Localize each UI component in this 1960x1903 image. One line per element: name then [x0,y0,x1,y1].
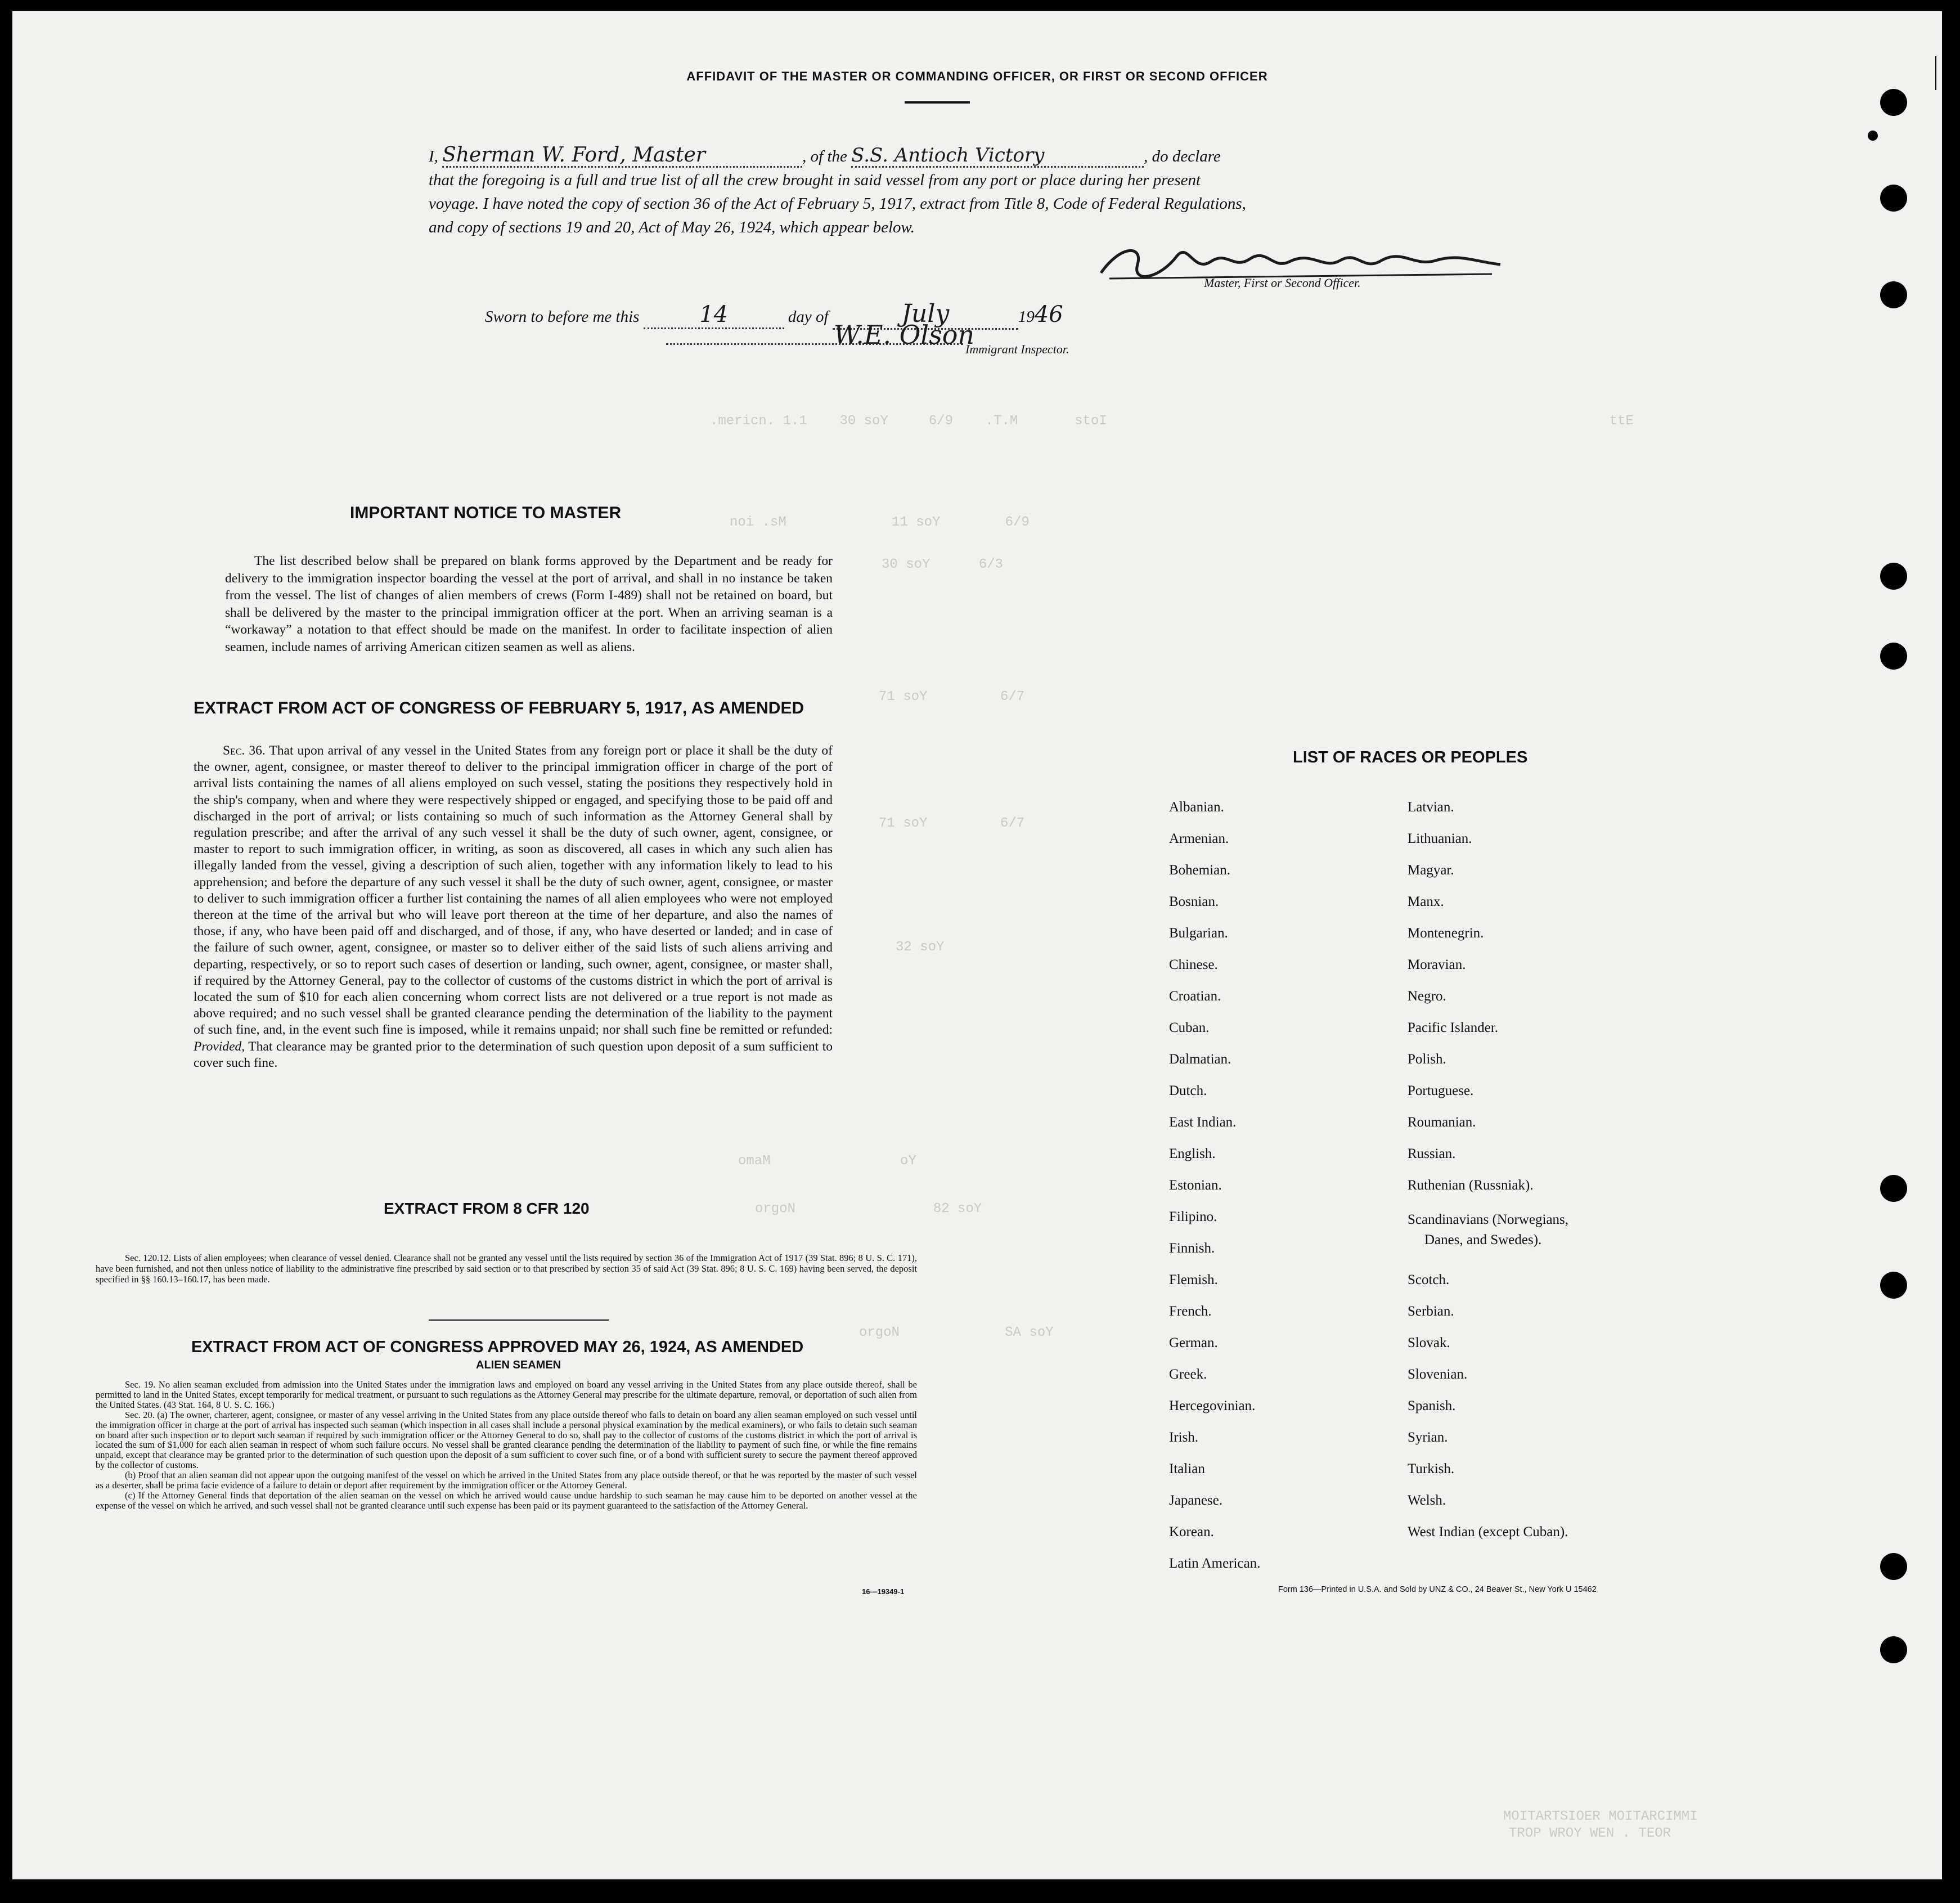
of-the-text: , of the [802,147,847,165]
race-item: Manx. [1408,894,1444,909]
race-item: Slovak. [1408,1335,1450,1350]
race-item: Lithuanian. [1408,831,1472,846]
race-item: Syrian. [1408,1430,1448,1445]
race-item: Danes, and Swedes). [1424,1232,1542,1247]
section-divider [429,1319,609,1321]
race-item: Italian [1169,1461,1205,1476]
notice-body: The list described below shall be prepared on blank forms approved by the Department and be ready for delivery to the immigration inspector boarding the vessel at the port of arrival, and shall in no instance be taken from the vessel. The list of changes of alien members of crews (Form I-489) shall not be retained on board, but shall be delivered by the master to the principal immigration officer at the port. When an arriving seaman is a “workaway” a notation to that effect should be made on the manifest. In order to facilitate inspection of alien seamen, include names of arriving American citizen seamen as well as aliens. [225,554,833,654]
race-item: Scotch. [1408,1272,1450,1287]
binder-hole [1880,89,1907,116]
alien-seamen-subtitle: ALIEN SEAMEN [476,1359,561,1371]
year-prefix: 19 [1018,308,1035,326]
binder-hole [1880,185,1907,212]
race-item: Japanese. [1169,1493,1223,1508]
race-item: Filipino. [1169,1209,1217,1224]
binder-hole [1880,1272,1907,1299]
notice-title: IMPORTANT NOTICE TO MASTER [350,504,622,522]
sworn-year-field: 46 [1034,302,1063,327]
margin-mark [1935,56,1936,90]
section-36-label: Sec. 36. [223,743,266,758]
extract-1917-title: EXTRACT FROM ACT OF CONGRESS OF FEBRUARY 5, 1917, AS AMENDED [194,699,804,717]
race-item: German. [1169,1335,1218,1350]
form-imprint: Form 136—Printed in U.S.A. and Sold by UNZ & CO., 24 Beaver St., New York U 15462 [1278,1585,1597,1594]
binder-hole [1880,1175,1907,1202]
race-item: Bohemian. [1169,863,1231,878]
binder-hole [1880,281,1907,308]
race-item: French. [1169,1304,1212,1319]
race-item: Finnish. [1169,1241,1215,1256]
affidavit-line-1 [429,145,1503,168]
heading-rule [905,101,970,104]
race-item: Flemish. [1169,1272,1218,1287]
race-item: Chinese. [1169,957,1218,972]
section-36-text [194,743,833,1071]
sworn-month-field: July [833,299,1018,330]
race-item: Moravian. [1408,957,1466,972]
race-item: Armenian. [1169,831,1229,846]
race-item: Serbian. [1408,1304,1454,1319]
race-item: Montenegrin. [1408,926,1484,941]
race-item: West Indian (except Cuban). [1408,1524,1568,1540]
affidavit-prefix: I, [429,147,438,165]
binder-hole [1880,643,1907,670]
race-item: Slovenian. [1408,1367,1468,1382]
section-20b-text: (b) Proof that an alien seaman did not appear upon the outgoing manifest of the vessel on which he arrived in the United States from any place outside thereof, or that he was reported by the master of such vessel as a deserter, shall be prima facie evidence of a failure to detain or deport after requirement by the immigration officer or the Attorney General. [96,1470,917,1491]
race-item: Bosnian. [1169,894,1219,909]
section-19-text: Sec. 19. No alien seaman excluded from admission into the United States under the immigration laws and employed on board any vessel arriving in the United States from any place outside thereof, shall be permitted to land in the United States, except temporarily for medical treatment, or pursuant to such regulations as the Attorney General may prescribe for the ultimate departure, removal, or deportation of such alien from the United States. (43 Stat. 164, 8 U. S. C. 166.) [96,1379,917,1410]
do-declare-text: , do declare [1144,147,1221,165]
race-item: Dutch. [1169,1083,1207,1098]
race-item: East Indian. [1169,1115,1237,1130]
race-item: Turkish. [1408,1461,1455,1476]
section-36-provided: Provided, [194,1039,245,1054]
race-item: Albanian. [1169,800,1224,815]
sworn-day-field: 14 [644,302,784,329]
race-item: Pacific Islander. [1408,1020,1499,1035]
form-code: 16—19349-1 [862,1587,905,1596]
master-signature-text [1166,243,1171,244]
binder-hole [1880,1636,1907,1663]
affidavit-line-4: and copy of sections 19 and 20, Act of May 26, 1924, which appear below. [429,218,915,236]
section-20a-text: Sec. 20. (a) The owner, charterer, agent, consignee, or master of any vessel arriving in the United States from any place outside thereof who fails to detain on board any alien seaman employed on such vessel until the immigration officer in charge at the port of arrival has inspected such seaman (which inspection in all cases shall include a personal physical examination by the medical examiners), or who fails to detain such seaman on board after such inspection or to deport such seaman if required by such immigration officer or the Attorney General to do so, shall pay to the collector of customs of the customs district in which the port of arrival is located the sum of $1,000 for each alien seaman in respect of whom such failure occurs. No vessel shall be granted clearance pending the determination of the liability to payment of such fine, or while the fine remains unpaid, except that clearance may be granted prior to the determination of such question upon the deposit of a sum sufficient to cover such fine, or of a bond with sufficient surety to secure the payment thereof approved by the collector of customs. [96,1409,917,1471]
race-item: Croatian. [1169,989,1221,1004]
signature-title: Master, First or Second Officer. [1204,276,1361,290]
section-20c-text: (c) If the Attorney General finds that deportation of the alien seaman on the vessel on which he arrived would cause undue hardship to such seaman he may cause him to be deported on another vessel at the expense of the vessel on which he arrived, and such vessel shall not be granted clearance until such expense has been paid or its payment guaranteed to the satisfaction of the Attorney General. [96,1489,917,1511]
binder-hole [1880,1553,1907,1580]
affidavit-line-2: that the foregoing is a full and true list of all the crew brought in said vessel from any port or place during her present [429,171,1201,189]
race-item: Irish. [1169,1430,1199,1445]
inspector-label: Immigrant Inspector. [965,342,1069,356]
race-item: English. [1169,1146,1216,1161]
race-item: Greek. [1169,1367,1207,1382]
extract-cfr-title: EXTRACT FROM 8 CFR 120 [384,1200,590,1217]
extract-1924-title: EXTRACT FROM ACT OF CONGRESS APPROVED MAY 26, 1924, AS AMENDED [191,1338,804,1356]
document-page: .mericn. 1.1 30 soY 6/9 .T.M stoI ttE noi .sM 11 soY 6/9 30 soY 6/3 71 soY 6/7 71 soY 6/7 32 soY omaM oY orgoN 82 soY orgoN SA soY MOITARTSIOER MOITARCIMMI TROP WROY WEN . TEOR AFFIDAVIT OF THE MASTER OR COMMANDING OFFICER, OR FIRST OR SECOND OFFICER I, Sherman W. Ford, Master , of the S.S. Antioch Victory , do declare that the foregoing is a full and true list of all the crew brought in said vessel from any port or place during her present voyage. I have noted the copy of section 36 of the Act of February 5, 1917, extract from Title 8, Code of Federal Regulations, and copy of sections 19 and 20, Act of May 26, 1924, which appear below. Master, First or Second Officer. Sworn to before me this 14 day of July 1946 W.E. Olson Immigrant Inspector. IMPORTANT NOTICE TO MASTER The list described below shall be prepared on blank forms approved by the Department and be ready for delivery to the immigration inspector boarding the vessel at the port of arrival, and shall in no instance be taken from the vessel. The list of changes of alien members of crews (Form I-489) shall not be retained on board, but shall be delivered by the master to the principal immigration officer at the port. When an arriving seaman is a “workaway” a notation to that effect should be made on the manifest. In order to facilitate inspection of alien seamen, include names of arriving American citizen seamen as well as aliens. EXTRACT FROM ACT OF CONGRESS OF FEBRUARY 5, 1917, AS AMENDED Sec. 36. That upon arrival of any vessel in the United States from any foreign port or place it shall be the duty of the owner, agent, consignee, or master thereof to deliver to the principal immigration officer in charge of the port of arrival lists containing the names of all aliens employed on such vessel, stating the positions they respectively hold in the ship's company, when and where they were respectively shipped or engaged, and specifying those to be paid off and discharged in the port of arrival; or lists containing so much of such information as the Attorney General shall by regulation prescribe; and after the arrival of any such vessel it shall be the duty of such owner, agent, consignee, or master to report to such immigration officer, in writing, as soon as discovered, all cases in which any such alien has illegally landed from the vessel, giving a description of such alien, together with any information likely to lead to his apprehension; and before the departure of any such vessel it shall be the duty of such owner, agent, consignee, or master to deliver to such immigration officer a further list containing the names of all alien employees who were not employed thereon at the time of the arrival but who will leave port thereon at the time of her departure, and also the names of those, if any, who have been paid off and discharged, and of those, if any, who have deserted or landed; and in case of the failure of such owner, agent, consignee, or master so to deliver either of the said lists of such aliens arriving and departing, respectively, or so to report such cases of desertion or landing, such owner, agent, consignee, or master shall, if required by the Attorney General, pay to the collector of customs of the customs district in which the port of arrival is located the sum of $10 for each alien concerning whom correct lists are not delivered or a true report is not made as above required; and no such vessel shall be granted clearance pending the determination of the liability to the payment of such fine, and, in the event such fine is imposed, while it remains unpaid; nor shall such fine be remitted or refunded: Provided, That clearance may be granted prior to the determination of such question upon deposit of a sum sufficient to cover such fine. EXTRACT FROM 8 CFR 120 Sec. 120.12. Lists of alien employees; when clearance of vessel denied. Clearance shall not be granted any vessel until the lists required by section 36 of the Immigration Act of 1917 (39 Stat. 896; 8 U. S. C. 171), have been furnished, and not then unless notice of liability to the administrative fine prescribed by said section or to that prescribed by section 35 of said Act (39 Stat. 896; 8 U. S. C. 169) having been served, the deposit specified in §§ 160.13–160.17, has been made. EXTRACT FROM ACT OF CONGRESS APPROVED MAY 26, 1924, AS AMENDED ALIEN SEAMEN Sec. 19. No alien seaman excluded from admission into the United States under the immigration laws and employed on board any vessel arriving in the United States from any place outside thereof, shall be permitted to land in the United States, except temporarily for medical treatment, or pursuant to such regulations as the Attorney General may prescribe for the ultimate departure, removal, or deportation of such alien from the United States. (43 Stat. 164, 8 U. S. C. 166.) Sec. 20. (a) The owner, charterer, agent, consignee, or master of any vessel arriving in the United States from any place outside thereof who fails to detain on board any alien seaman employed on such vessel until the immigration officer in charge at the port of arrival has inspected such seaman (which inspection in all cases shall include a personal physical examination by the medical examiners), or who fails to detain such seaman on board after such inspection or to deport such seaman if required by such immigration officer or the Attorney General to do so, shall pay to the collector of customs of the customs district in which the port of arrival is located the sum of $1,000 for each alien seaman in respect of whom such failure occurs. No vessel shall be granted clearance pending the determination of the liability to payment of such fine, or while the fine remains unpaid, except that clearance may be granted prior to the determination of such question upon the deposit of a sum sufficient to cover such fine, or of a bond with sufficient surety to secure the payment thereof approved by the collector of customs. (b) Proof that an alien seaman did not appear upon the outgoing manifest of the vessel on which he arrived in the United States from any place outside thereof, or that he was reported by the master of such vessel as a deserter, shall be prima facie evidence of a failure to detain or deport after requirement by the immigration officer or the Attorney General. (c) If the Attorney General finds that deportation of the alien seaman on the vessel on which he arrived would cause undue hardship to such seaman he may cause him to be deported on another vessel at the expense of the vessel on which he arrived, and such vessel shall not be granted clearance until such expense has been paid or its payment guaranteed to the satisfaction of the Attorney General. 16—19349-1 LIST OF RACES OR PEOPLES Albanian. Armenian. Bohemian. Bosnian. Bulgarian. Chinese. Croatian. Cuban. Dalmatian. Dutch. East Indian. English. Estonian. Filipino. Finnish. Flemish. French. German. Greek. Hercegovinian. Irish. Italian Japanese. Korean. Latin American. Latvian. Lithuanian. Magyar. Manx. Montenegrin. Moravian. Negro. Pacific Islander. Polish. Portuguese. Roumanian. Russian. Ruthenian (Russniak). Scandinavians (Norwegians, Danes, and Swedes). Scotch. Serbian. Slovak. Slovenian. Spanish. Syrian. Turkish. Welsh. West Indian (except Cuban). Form 136—Printed in U.S.A. and Sold by UNZ & CO., 24 Beaver St., New York U 15462 [12,11,1942,1879]
race-item: Dalmatian. [1169,1052,1231,1067]
race-item: Roumanian. [1408,1115,1476,1130]
margin-mark [1868,131,1878,141]
race-item: Estonian. [1169,1178,1222,1193]
affidavit-line-3: voyage. I have noted the copy of section 36 of the Act of February 5, 1917, extract from Title 8, Code of Federal Regulations, [429,195,1246,213]
race-item: Russian. [1408,1146,1456,1161]
section-36-body: That upon arrival of any vessel in the United States from any foreign port or place it shall be the duty of the owner, agent, consignee, or master thereof to deliver to the principal immigration officer in charge of the port of arrival lists containing the names of all aliens employed on such vessel, stating the positions they respectively hold in the ship's company, when and where they were respectively shipped or engaged, and specifying those to be paid off and discharged in the port of arrival; or lists containing so much of such information as the Attorney General shall by regulation prescribe; and after the arrival of any such vessel it shall be the duty of such owner, agent, consignee, or master to report to such immigration officer, in writing, as soon as discovered, all cases in which any such alien has illegally landed from the vessel, giving a description of such alien, together with any information likely to lead to his apprehension; and before the departure of any such vessel it shall be the duty of such owner, agent, consignee, or master to deliver to such immigration officer a further list containing the names of all alien employees who were not employed thereon at the time of the arrival but who will leave port thereon at the time of her departure, and also the names of those, if any, who have been paid off and discharged, and of those, if any, who have deserted or landed; and in case of the failure of such owner, agent, consignee, or master so to deliver either of the said lists of such aliens arriving and departing, respectively, or so to report such cases of desertion or landing, such owner, agent, consignee, or master shall, if required by the Attorney General, pay to the collector of customs of the customs district in which the port of arrival is located the sum of $10 for each alien concerning whom correct lists are not delivered or a true report is not made as above required; and no such vessel shall be granted clearance pending the determination of the liability to the payment of such fine, and, in the event such fine is imposed, while it remains unpaid; nor shall such fine be remitted or refunded: [194,743,833,1038]
race-item: Ruthenian (Russniak). [1408,1178,1534,1193]
race-item: Cuban. [1169,1020,1210,1035]
race-item: Latvian. [1408,800,1454,815]
race-item: Negro. [1408,989,1446,1004]
affidavit-heading: AFFIDAVIT OF THE MASTER OR COMMANDING OFFICER, OR FIRST OR SECOND OFFICER [686,69,1268,83]
races-list-title: LIST OF RACES OR PEOPLES [1293,748,1528,766]
section-36-body-end: That clearance may be granted prior to the determination of such question upon deposit of a sum sufficient to cover such fine. [194,1039,833,1070]
officer-name-field: Sherman W. Ford, Master [442,145,802,168]
vessel-name-field: S.S. Antioch Victory [851,145,1144,168]
race-item: Bulgarian. [1169,926,1228,941]
race-item: Polish. [1408,1052,1446,1067]
sworn-prefix: Sworn to before me this [485,308,640,326]
section-120-text: Sec. 120.12. Lists of alien employees; when clearance of vessel denied. Clearance shall not be granted any vessel until the lists required by section 36 of the Immigration Act of 1917 (39 Stat. 896; 8 U. S. C. 171), have been furnished, and not then unless notice of liability to the administrative fine prescribed by said section or to that prescribed by section 35 of said Act (39 Stat. 896; 8 U. S. C. 169) having been served, the deposit specified in §§ 160.13–160.17, has been made. [96,1253,917,1285]
race-item: Latin American. [1169,1556,1261,1571]
race-item: Korean. [1169,1524,1214,1540]
race-item: Magyar. [1408,863,1454,878]
race-item: Welsh. [1408,1493,1446,1508]
inspector-signature: W.E. Olson [834,320,975,350]
sworn-line [485,299,1063,330]
race-item: Spanish. [1408,1398,1456,1413]
race-item: Scandinavians (Norwegians, [1408,1212,1569,1227]
inspector-signature-line [666,343,963,345]
race-item: Portuguese. [1408,1083,1474,1098]
binder-hole [1880,563,1907,590]
section-1924-text [96,1380,917,1511]
race-item: Hercegovinian. [1169,1398,1256,1413]
day-of-text: day of [788,308,829,326]
